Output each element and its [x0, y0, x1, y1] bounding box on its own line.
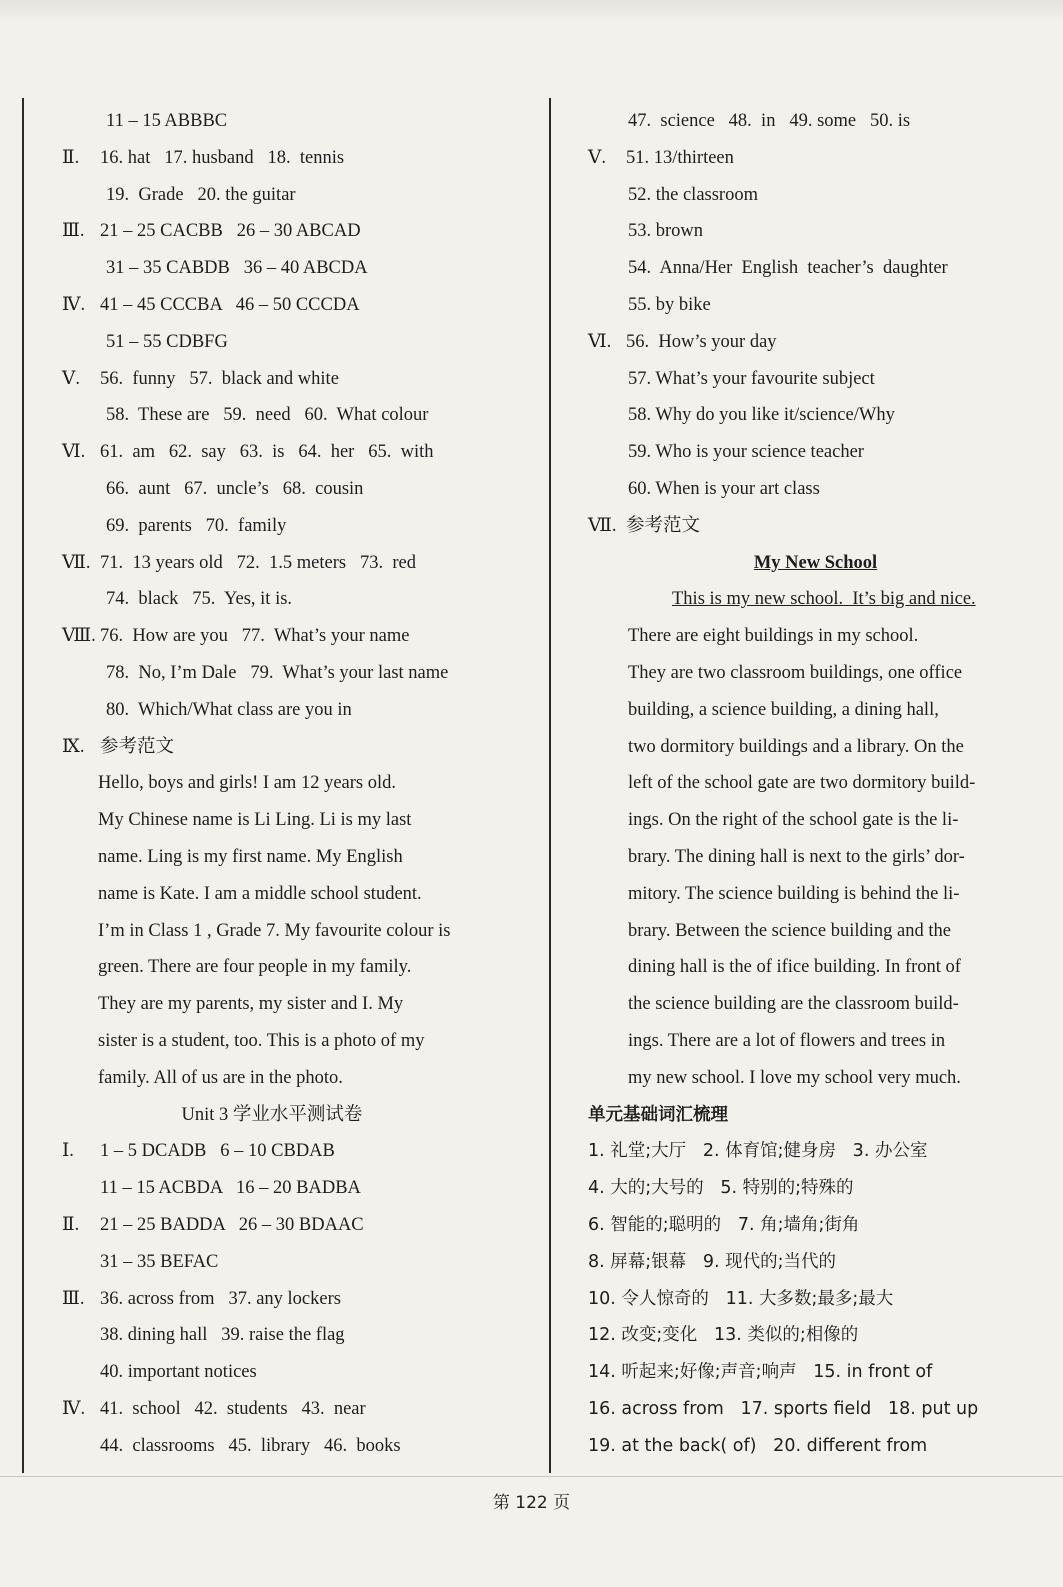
answer-text: 51 – 55 CDBFG: [106, 331, 228, 352]
essay-line: mitory. The science building is behind the li-: [628, 883, 960, 904]
vocab-item: 6. 智能的;聪明的 7. 角;墙角;街角: [588, 1214, 860, 1235]
essay-line: ings. On the right of the school gate is the li-: [628, 810, 959, 831]
section-number: Ⅵ.: [62, 442, 86, 463]
essay-line: the science building are the classroom build-: [628, 994, 959, 1015]
answer-line: [62, 397, 532, 434]
answer-line: [62, 287, 532, 324]
section-number: Ⅱ.: [62, 1214, 80, 1235]
answer-line: [588, 177, 1043, 214]
essay-line: ings. There are a lot of flowers and trees in: [628, 1030, 946, 1051]
answer-text: 57. What’s your favourite subject: [628, 368, 875, 389]
answer-text: 11 – 15 ACBDA 16 – 20 BADBA: [100, 1178, 361, 1199]
section-number: Ⅳ.: [62, 294, 86, 315]
section-number: Ⅷ.: [62, 626, 96, 647]
answer-text: 16. hat 17. husband 18. tennis: [100, 147, 345, 168]
section-number: Ⅴ.: [62, 368, 80, 389]
vocab-heading: 单元基础词汇梳理: [588, 1104, 728, 1125]
answer-line: [62, 361, 532, 398]
answer-text: 31 – 35 BEFAC: [100, 1251, 219, 1272]
answer-line: [62, 1391, 532, 1428]
vocab-item: 16. across from 17. sports field 18. put up: [588, 1398, 979, 1419]
answer-line: [588, 434, 1043, 471]
answer-text: 52. the classroom: [628, 184, 758, 205]
answer-text: 61. am 62. say 63. is 64. her 65. with: [100, 442, 434, 463]
essay-first-line: This is my new school. It’s big and nice.: [672, 589, 976, 610]
answer-text: 44. classrooms 45. library 46. books: [100, 1435, 401, 1456]
answer-text: 38. dining hall 39. raise the flag: [100, 1325, 345, 1346]
answer-line: [62, 250, 532, 287]
answer-text: 78. No, I’m Dale 79. What’s your last name: [106, 662, 449, 683]
answer-line: [588, 213, 1043, 250]
answer-text: 47. science 48. in 49. some 50. is: [628, 111, 911, 131]
page-number: 第 122 页: [492, 1493, 571, 1513]
answer-line: [588, 250, 1043, 287]
vocab-item: 1. 礼堂;大厅 2. 体育馆;健身房 3. 办公室: [588, 1141, 928, 1162]
answer-line: [62, 655, 532, 692]
left-margin-rule: [22, 98, 24, 1473]
answer-text: 21 – 25 BADDA 26 – 30 BDAAC: [100, 1214, 364, 1235]
answer-line: [62, 1281, 532, 1318]
answer-text: 11 – 15 ABBBC: [106, 111, 228, 131]
answer-line: [62, 140, 532, 177]
vocab-item: 12. 改变;变化 13. 类似的;相像的: [588, 1325, 859, 1346]
answer-line: [62, 471, 532, 508]
essay-line: green. There are four people in my family.: [98, 957, 412, 978]
vocab-item: 10. 令人惊奇的 11. 大多数;最多;最大: [588, 1288, 894, 1309]
section-number: Ⅴ.: [588, 147, 606, 168]
answer-line: [62, 1244, 532, 1281]
column-divider: [549, 98, 551, 1473]
answer-line: [62, 324, 532, 361]
answer-text: 58. These are 59. need 60. What colour: [106, 405, 429, 426]
answer-text: 59. Who is your science teacher: [628, 442, 864, 463]
section-number: Ⅸ.: [62, 736, 85, 757]
essay-line: They are two classroom buildings, one office: [628, 662, 963, 683]
answer-line: [62, 618, 532, 655]
right-answers: [588, 103, 1043, 545]
answer-text: 69. parents 70. family: [106, 515, 287, 536]
answer-line: [62, 103, 532, 140]
answer-text: 41. school 42. students 43. near: [100, 1398, 366, 1419]
answer-line: [62, 692, 532, 729]
left-answers: [62, 103, 532, 765]
answer-text: 60. When is your art class: [628, 478, 820, 499]
section-number: Ⅲ.: [62, 221, 85, 242]
essay-line: sister is a student, too. This is a photo of my: [98, 1030, 425, 1051]
answer-text: 71. 13 years old 72. 1.5 meters 73. red: [100, 552, 416, 573]
answer-text: 74. black 75. Yes, it is.: [106, 589, 293, 610]
section-number: Ⅱ.: [62, 147, 80, 168]
answer-line: [62, 581, 532, 618]
footer-rule: [0, 1476, 1063, 1477]
answer-text: 55. by bike: [628, 294, 711, 315]
answer-line: [62, 434, 532, 471]
page-top-edge: [0, 0, 1063, 22]
essay-line: name. Ling is my first name. My English: [98, 846, 403, 867]
answer-line: [62, 729, 532, 766]
vocab-item: 14. 听起来;好像;声音;响声 15. in front of: [588, 1362, 933, 1383]
essay-line: dining hall is the of ifice building. In front of: [628, 957, 961, 978]
answer-line: [588, 324, 1043, 361]
essay-line: Hello, boys and girls! I am 12 years old.: [98, 773, 396, 794]
answer-text: 1 – 5 DCADB 6 – 10 CBDAB: [100, 1141, 335, 1162]
essay-line: building, a science building, a dining hall,: [628, 699, 939, 720]
essay-line: two dormitory buildings and a library. On the: [628, 736, 964, 757]
answer-line: [62, 1207, 532, 1244]
answer-line: [588, 103, 1043, 140]
essay-line: I’m in Class 1 , Grade 7. My favourite colour is: [98, 920, 451, 941]
answer-text: 19. Grade 20. the guitar: [106, 184, 296, 205]
essay-line: My Chinese name is Li Ling. Li is my last: [98, 810, 412, 831]
vocab-item: 19. at the back( of) 20. different from: [588, 1435, 928, 1456]
section-number: Ⅲ.: [62, 1288, 85, 1309]
essay-title-text: My New School: [753, 552, 878, 573]
answer-text: 58. Why do you like it/science/Why: [628, 405, 895, 426]
unit3-title: Unit 3 学业水平测试卷: [181, 1104, 363, 1125]
essay-first-line-row: [588, 581, 1043, 618]
unit3-answers: [62, 1133, 532, 1464]
essay-line: brary. The dining hall is next to the girls’ dor-: [628, 846, 965, 867]
answer-text: 76. How are you 77. What’s your name: [100, 626, 410, 647]
answer-text: 21 – 25 CACBB 26 – 30 ABCAD: [100, 221, 361, 242]
answer-line: [62, 213, 532, 250]
answer-line: [588, 471, 1043, 508]
essay-line: left of the school gate are two dormitory build-: [628, 773, 976, 794]
answer-text: 66. aunt 67. uncle’s 68. cousin: [106, 478, 364, 499]
answer-line: [62, 1170, 532, 1207]
answer-line: [62, 508, 532, 545]
vocab-item: 8. 屏幕;银幕 9. 现代的;当代的: [588, 1251, 836, 1272]
answer-text: 53. brown: [628, 221, 704, 242]
answer-text: 41 – 45 CCCBA 46 – 50 CCCDA: [100, 294, 360, 315]
essay-line: name is Kate. I am a middle school student.: [98, 883, 422, 904]
answer-text: 36. across from 37. any lockers: [100, 1288, 341, 1309]
answer-line: [62, 545, 532, 582]
right-column: [588, 103, 1043, 1464]
left-column: [62, 103, 532, 1464]
essay-line: There are eight buildings in my school.: [628, 626, 919, 647]
answer-text: 56. How’s your day: [626, 331, 777, 352]
vocab-item: 4. 大的;大号的 5. 特别的;特殊的: [588, 1178, 854, 1199]
essay-line: my new school. I love my school very much.: [628, 1067, 961, 1088]
section-number: Ⅶ.: [62, 552, 91, 573]
answer-text: 56. funny 57. black and white: [100, 368, 339, 389]
answer-line: [62, 177, 532, 214]
answer-line: [588, 397, 1043, 434]
answer-line: [62, 1428, 532, 1465]
answer-line: [588, 361, 1043, 398]
answer-text: 40. important notices: [100, 1362, 257, 1383]
answer-line: [588, 140, 1043, 177]
answer-text: 80. Which/What class are you in: [106, 699, 352, 720]
answer-text: 参考范文: [626, 515, 701, 536]
essay-line: brary. Between the science building and the: [628, 920, 951, 941]
right-sample-essay: [628, 618, 1030, 1096]
section-number: Ⅵ.: [588, 331, 612, 352]
answer-line: [62, 1133, 532, 1170]
essay-line: family. All of us are in the photo.: [98, 1067, 343, 1088]
section-number: Ⅶ.: [588, 515, 617, 536]
left-sample-essay: [98, 765, 508, 1096]
answer-line: [588, 508, 1043, 545]
answer-text: 51. 13/thirteen: [626, 147, 734, 168]
essay-line: They are my parents, my sister and I. My: [98, 994, 404, 1015]
section-number: Ⅰ.: [62, 1141, 74, 1162]
section-number: Ⅳ.: [62, 1398, 86, 1419]
answer-text: 参考范文: [100, 736, 175, 757]
answer-text: 54. Anna/Her English teacher’s daughter: [628, 258, 948, 279]
answer-line: [588, 287, 1043, 324]
vocab-list: [588, 1133, 1043, 1464]
answer-line: [62, 1317, 532, 1354]
answer-text: 31 – 35 CABDB 36 – 40 ABCDA: [106, 258, 368, 279]
answer-line: [62, 1354, 532, 1391]
essay-title: [588, 545, 1043, 582]
